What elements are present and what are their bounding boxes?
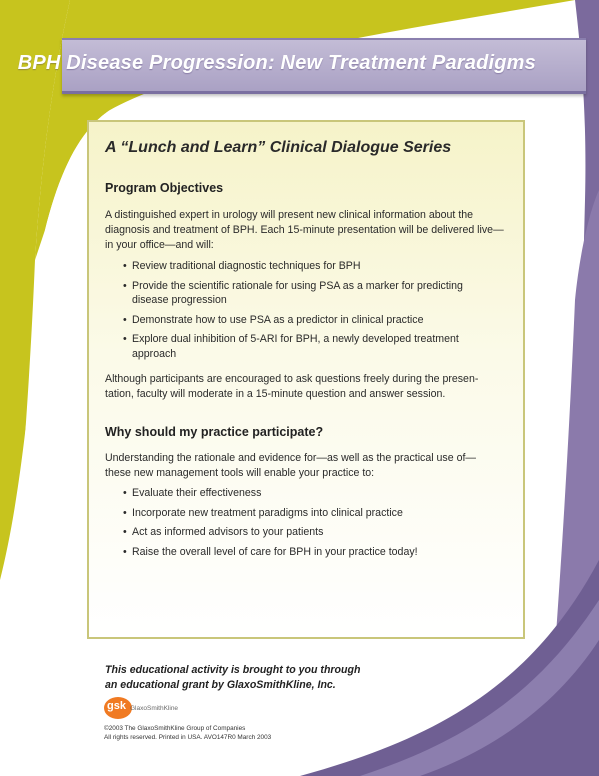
logo-mark-text: gsk <box>107 700 126 712</box>
objectives-heading: Program Objectives <box>105 181 224 195</box>
sponsor-note <box>105 663 405 693</box>
list-item-text: Act as informed advisors to your patients <box>132 526 324 538</box>
list-item <box>105 313 505 328</box>
list-item <box>105 506 505 521</box>
list-item <box>105 545 505 560</box>
bullet-icon: • <box>123 313 127 326</box>
list-item-text: Explore dual inhibition of 5-ARI for BPH, a newly developed treatment <box>132 333 459 345</box>
list-item <box>105 259 505 274</box>
list-item-text: Review traditional diagnostic techniques for BPH <box>132 260 361 272</box>
text-line: This educational activity is brought to you through <box>105 664 361 676</box>
series-title: A “Lunch and Learn” Clinical Dialogue Series <box>105 139 452 156</box>
text-line: A distinguished expert in urology will present new clinical information about the <box>105 209 474 221</box>
list-item-text: Raise the overall level of care for BPH in your practice today! <box>132 545 418 558</box>
gsk-logo <box>104 697 234 721</box>
bullet-icon: • <box>123 260 127 272</box>
logo-company-name: GlaxoSmithKline <box>130 705 179 712</box>
objectives-intro <box>105 208 515 253</box>
text-line: in your office—and will: <box>105 239 214 251</box>
bullet-icon: • <box>123 487 127 499</box>
logo-mark-icon <box>104 697 132 719</box>
bullet-icon: • <box>123 333 127 345</box>
why-list <box>105 486 505 564</box>
list-item <box>105 486 505 501</box>
objectives-list <box>105 259 505 366</box>
text-line: Understanding the rationale and evidence for—as well as the practical use of— <box>105 452 476 464</box>
text-line: Although participants are encouraged to ask questions freely during the presen- <box>105 373 479 385</box>
list-item-text: disease progression <box>132 294 227 306</box>
text-line: an educational grant by GlaxoSmithKline, Inc. <box>105 679 336 691</box>
list-item-text: Provide the scientific rationale for using PSA as a marker for predicting <box>132 279 463 292</box>
list-item <box>105 332 505 361</box>
list-item <box>105 279 505 308</box>
bullet-icon: • <box>123 279 127 292</box>
text-line: All rights reserved. Printed in USA. AVO147R0 March 2003 <box>104 733 272 741</box>
why-heading: Why should my practice participate? <box>105 425 324 439</box>
page-title: BPH Disease Progression: New Treatment Paradigms <box>17 52 536 74</box>
text-line: ©2003 The GlaxoSmithKline Group of Companies <box>104 725 246 732</box>
text-line: tation, faculty will moderate in a 15-minute question and answer session. <box>105 388 446 400</box>
text-line: these new management tools will enable your practice to: <box>105 467 375 479</box>
objectives-closing <box>105 372 515 402</box>
copyright-notice <box>104 725 271 742</box>
list-item <box>105 525 505 540</box>
bullet-icon: • <box>123 545 127 558</box>
list-item-text: Incorporate new treatment paradigms into clinical practice <box>132 506 403 519</box>
text-line: diagnosis and treatment of BPH. Each 15-minute presentation will be delivered live— <box>105 224 504 236</box>
bullet-icon: • <box>123 506 127 519</box>
list-item-text: Evaluate their effectiveness <box>132 487 262 499</box>
list-item-text: approach <box>132 347 177 360</box>
bullet-icon: • <box>123 526 127 538</box>
list-item-text: Demonstrate how to use PSA as a predictor in clinical practice <box>132 313 424 326</box>
why-intro <box>105 451 515 481</box>
title-banner <box>17 38 586 94</box>
